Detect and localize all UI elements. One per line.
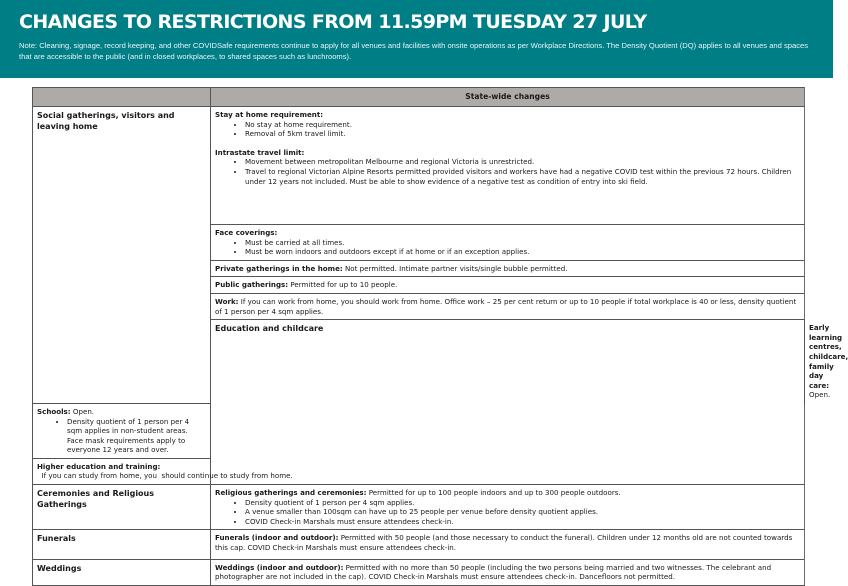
- higher-education-text: If you can study from home, you should continue to study from home.: [37, 471, 293, 481]
- schools-text: Open.: [70, 406, 95, 416]
- list-item: • Movement between metropolitan Melbourne and regional Victoria is unrestricted.: [245, 157, 800, 167]
- header-banner: [0, 0, 833, 78]
- stay-home-heading: Stay at home requirement:: [215, 110, 324, 119]
- table-header-row: [33, 88, 805, 107]
- category-weddings: Weddings: [33, 559, 211, 585]
- cell-face-coverings: [211, 225, 805, 261]
- religious-gatherings-text: Permitted for up to 100 people indoors and up to 300 people outdoors.: [366, 488, 621, 498]
- private-gatherings-heading: Private gatherings in the home:: [215, 263, 343, 273]
- table-row: [33, 107, 805, 225]
- table-row: [33, 530, 805, 559]
- list-item: • Must be worn indoors and outdoors except if at home or if an exception applies.: [245, 247, 800, 257]
- category-ceremonies: Ceremonies and Religious Gatherings: [33, 485, 211, 530]
- weddings-heading: Weddings (indoor and outdoor):: [215, 562, 344, 572]
- cell-religious-gatherings: [211, 485, 805, 530]
- list-item: • A venue smaller than 100sqm can have up to 25 people per venue before density quotient applies.: [245, 507, 800, 517]
- list-item: • Density quotient of 1 person per 4 sqm applies in non-student areas. Face mask requirements apply to everyone 12 years and over.: [67, 417, 206, 455]
- list-item: • Density quotient of 1 person per 4 sqm applies.: [245, 498, 800, 508]
- cell-schools: [33, 403, 211, 458]
- category-social-gatherings: Social gatherings, visitors and leaving home: [33, 107, 211, 404]
- cell-weddings: [211, 559, 805, 585]
- list-item: • Removal of 5km travel limit.: [245, 129, 800, 139]
- table-row: [33, 485, 805, 530]
- work-text: If you can work from home, you should work from home. Office work – 25 per cent return or up to 10 people if total workplace is 40 or less, density quotient of 1 person per 4 sqm applies.: [215, 296, 797, 316]
- column-header-state-wide: State-wide changes: [211, 88, 805, 107]
- stay-home-list: [215, 120, 800, 139]
- cell-funerals: [211, 530, 805, 559]
- higher-education-heading: Higher education and training:: [37, 461, 161, 471]
- early-learning-heading: Early learning centres, childcare, family day care:: [809, 323, 848, 390]
- cell-stay-home-intrastate: [211, 107, 805, 225]
- public-gatherings-text: Permitted for up to 10 people.: [288, 280, 398, 290]
- category-funerals: Funerals: [33, 530, 211, 559]
- list-item: • COVID Check-in Marshals must ensure attendees check-in.: [245, 517, 800, 527]
- religious-gatherings-heading: Religious gatherings and ceremonies:: [215, 488, 367, 498]
- face-coverings-heading: Face coverings:: [215, 228, 278, 237]
- weddings-text: Permitted with no more than 50 people (including the two persons being married and two witnesses. The celebrant and photographer are not included in the cap). COVID Check-in Marshals must ensure attendees check-in. Dancefloors not permitted.: [215, 562, 772, 582]
- work-heading: Work:: [215, 296, 239, 306]
- table-row: [33, 559, 805, 585]
- cell-public-gatherings: [211, 277, 805, 294]
- header-note: Note: Cleaning, signage, record keeping, and other COVIDSafe requirements continue to apply for all venues and facilities with onsite operations as per Workplace Directions. The Density Quotient (DQ) applies to all venues and spaces that are accessible to the public (and in closed workplaces, to shared spaces such as lunchrooms).: [19, 41, 809, 61]
- early-learning-text: Open.: [809, 390, 831, 400]
- cell-work: [211, 293, 805, 319]
- list-item: • Travel to regional Victorian Alpine Resorts permitted provided visitors and workers have had a negative COVID test within the previous 72 hours. Children under 12 years not included. Must be able to show evidence of a negative test as condition of entry into ski field.: [245, 167, 800, 186]
- cell-higher-education: [33, 458, 293, 484]
- funerals-heading: Funerals (indoor and outdoor):: [215, 533, 339, 543]
- intrastate-heading: Intrastate travel limit:: [215, 147, 305, 157]
- schools-list: [37, 417, 206, 455]
- funerals-text: Permitted with 50 people (and those necessary to conduct the funeral). Children under 12 months old are not counted towards this cap. COVID Check-in Marshals must ensure attendees check-in.: [215, 533, 793, 553]
- schools-heading: Schools:: [37, 406, 71, 416]
- private-gatherings-text: Not permitted. Intimate partner visits/single bubble permitted.: [342, 263, 568, 273]
- religious-gatherings-list: [215, 498, 800, 527]
- intrastate-list: [215, 157, 800, 186]
- page-title: CHANGES TO RESTRICTIONS FROM 11.59PM TUESDAY 27 JULY: [19, 11, 647, 33]
- list-item: • No stay at home requirement.: [245, 120, 800, 130]
- cell-private-gatherings: [211, 260, 805, 277]
- face-coverings-list: [215, 238, 800, 257]
- column-header-category: [33, 88, 211, 107]
- public-gatherings-heading: Public gatherings:: [215, 280, 289, 290]
- category-education: Education and childcare: [211, 320, 805, 485]
- restrictions-table: [32, 87, 848, 586]
- list-item: • Must be carried at all times.: [245, 238, 800, 248]
